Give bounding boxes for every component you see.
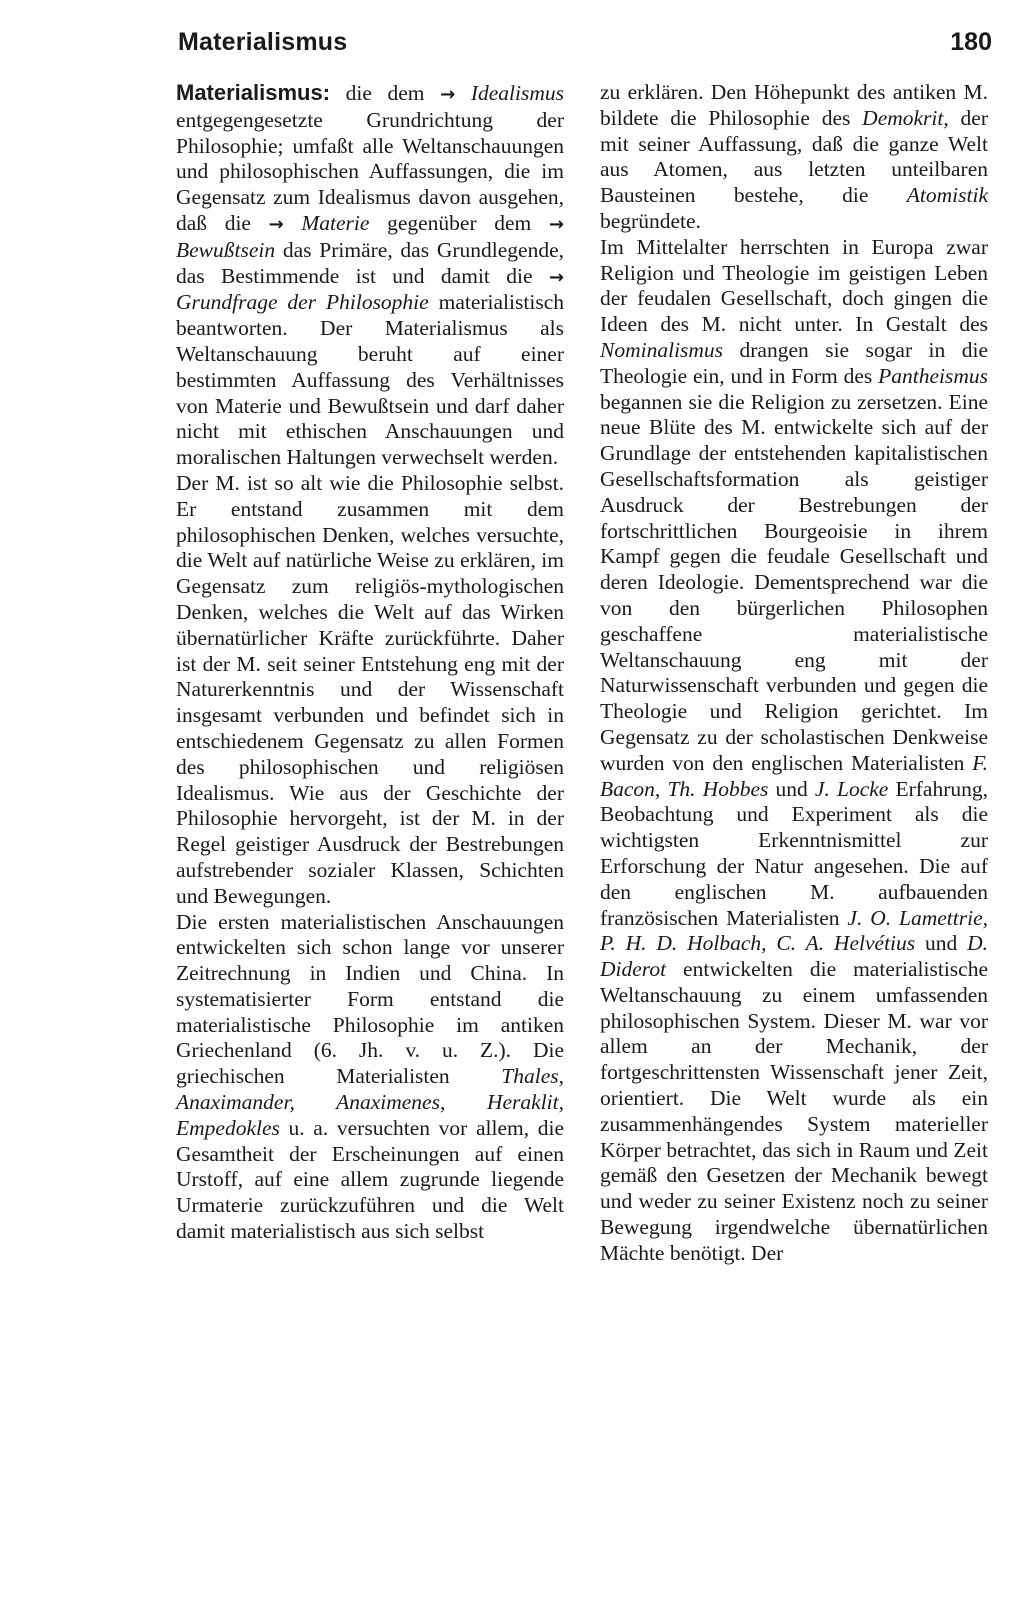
text-run: Im Mittelalter herrschten in Europa zwar Religion und Theologie im geistigen Leben der feudalen Gesellschaft, doch gingen die Ideen des M. nicht unter. In Gestalt des bbox=[600, 234, 988, 337]
entry-paragraph-2: Der M. ist so alt wie die Philosophie selbst. Er entstand zusammen mit dem philosophischen Denken, welches versuchte, die Welt auf natürliche Weise zu erklären, im Gegensatz zum religiös-mythologischen Denken, welches die Welt auf das Wirken übernatürlicher Kräfte zurückführte. Daher ist der M. seit seiner Entstehung eng mit der Naturerkenntnis und der Wissenschaft insgesamt verbunden und befindet sich in entschiedenem Gegensatz zu allen Formen des philosophischen und religiösen Idealismus. Wie aus der Geschichte der Philosophie hervorgeht, ist der M. in der Regel geistiger Ausdruck der Bestrebungen aufstrebender sozialer Klassen, Schichten und Bewegungen. bbox=[176, 470, 564, 908]
text-run: Die ersten materialistischen Anschauungen entwickelten sich schon lange vor unserer Zeitrechnung in Indien und China. In systematisierter Form entstand die materialistische Philosophie im antiken Griechenland (6. Jh. v. u. Z.). Die griechischen Materialisten bbox=[176, 909, 564, 1089]
cross-reference-arrow-icon: → bbox=[440, 84, 456, 105]
greek-materialists-names: Thales, Anaximander, Anaximenes, Heraklit, Empedokles bbox=[176, 1064, 564, 1140]
text-run: begründete. bbox=[600, 208, 701, 233]
headword: Materialismus: bbox=[176, 80, 331, 105]
right-column bbox=[600, 80, 988, 1267]
text-run: materialistisch beantworten. Der Materialismus als Weltanschauung beruht auf einer bestimmten Auffassung des Verhältnisses von Materie und Bewußtsein und darf daher nicht mit ethischen Anschauungen und moralischen Haltungen verwechselt werden. bbox=[176, 290, 564, 470]
cross-reference-arrow-icon: → bbox=[548, 213, 565, 235]
text-run: Erfahrung, Beobachtung und Experiment als die wichtigsten Erkenntnismittel zur Erforschung der Natur angesehen. Die auf den englischen M. aufbauenden französischen Materialisten bbox=[600, 776, 989, 930]
text-run: und bbox=[915, 931, 968, 956]
name-locke: J. Locke bbox=[814, 776, 889, 801]
cross-reference-bewusstsein[interactable]: Bewußtsein bbox=[176, 237, 276, 262]
text-run: entgegengesetzte Grundrichtung der Philosophie; umfaßt alle Weltanschauungen und philosophischen Auffassungen, die im Gegensatz zum Idealismus davon ausgehen, daß die bbox=[176, 107, 564, 235]
running-head: Materialismus bbox=[178, 28, 348, 56]
name-demokrit: Demokrit, bbox=[862, 105, 949, 130]
entry-paragraph-3 bbox=[176, 910, 564, 1245]
term-nominalismus: Nominalismus bbox=[600, 337, 724, 362]
text-run: die dem bbox=[330, 81, 441, 105]
text-run: begannen sie die Religion zu zersetzen. Eine neue Blüte des M. entwickelte sich auf der Grundlage der entstehenden kapitalistischen Gesellschaftsformation als geistiger Ausdruck der Bestrebungen der fortschrittlichen Bourgeoisie in ihrem Kampf gegen die feudale Gesellschaft und deren Ideologie. Dementsprechend war die von den bürgerlichen Philosophen geschaffene materialistische Weltanschauung eng mit der Naturwissenschaft verbunden und gegen die Theologie und Religion gerichtet. Im Gegensatz zu der scholastischen Denkweise wurden von den englischen Materialisten bbox=[600, 389, 988, 775]
text-run: drangen sie sogar in die Theologie ein, und in Form des bbox=[600, 337, 988, 388]
term-pantheismus: Pantheismus bbox=[878, 363, 988, 388]
cross-reference-arrow-icon: → bbox=[268, 213, 284, 235]
text-run: das Primäre, das Grundlegende, das Bestimmende ist und damit die bbox=[176, 237, 564, 288]
left-column bbox=[176, 80, 564, 1245]
french-materialists-names: J. O. Lamettrie, P. H. D. Holbach, C. A. Helvétius bbox=[600, 905, 988, 956]
text-run: der mit seiner Auffassung, daß die ganze Welt aus Atomen, aus letzten unteilbaren Bausteinen bestehe, die bbox=[600, 105, 989, 208]
english-materialists-names: F. Bacon, Th. Hobbes bbox=[600, 750, 988, 801]
cross-reference-idealismus[interactable]: Idealismus bbox=[470, 81, 564, 105]
text-run: gegenüber dem bbox=[369, 210, 549, 235]
text-run: u. a. versuchten vor allem, die Gesamtheit der Erscheinungen auf einen Urstoff, auf eine allem zugrunde liegende Urmaterie zurückzuführen und die Welt damit materialistisch aus sich selbst bbox=[176, 1115, 564, 1244]
cross-reference-materie[interactable]: Materie bbox=[301, 210, 370, 235]
text-run: entwickelten die materialistische Weltanschauung zu einem umfassenden philosophischen System. Dieser M. war vor allem an der Mechanik, der fortgeschrittensten Wissenschaft jener Zeit, orientiert. Die Welt wurde als ein zusammenhängendes System materieller Körper betrachtet, das sich in Raum und Zeit gemäß den Gesetzen der Mechanik bewegt und weder zu seiner Existenz noch zu seiner Bewegung irgendwelche übernatürlichen Mächte benötigt. Der bbox=[600, 957, 988, 1265]
text-run: und bbox=[768, 776, 815, 801]
page-number: 180 bbox=[950, 28, 992, 56]
entry-paragraph-4 bbox=[600, 235, 988, 1267]
entry-paragraph-3-continued bbox=[600, 80, 988, 235]
entry-paragraph-1 bbox=[176, 80, 564, 471]
cross-reference-arrow-icon: → bbox=[548, 266, 564, 288]
cross-reference-grundfrage[interactable]: Grundfrage der Philosophie bbox=[176, 290, 429, 315]
text-run: zu erklären. Den Höhepunkt des antiken M. bildete die Philosophie des bbox=[600, 80, 988, 130]
term-atomistik: Atomistik bbox=[906, 183, 988, 208]
name-diderot: D. Diderot bbox=[600, 931, 989, 982]
